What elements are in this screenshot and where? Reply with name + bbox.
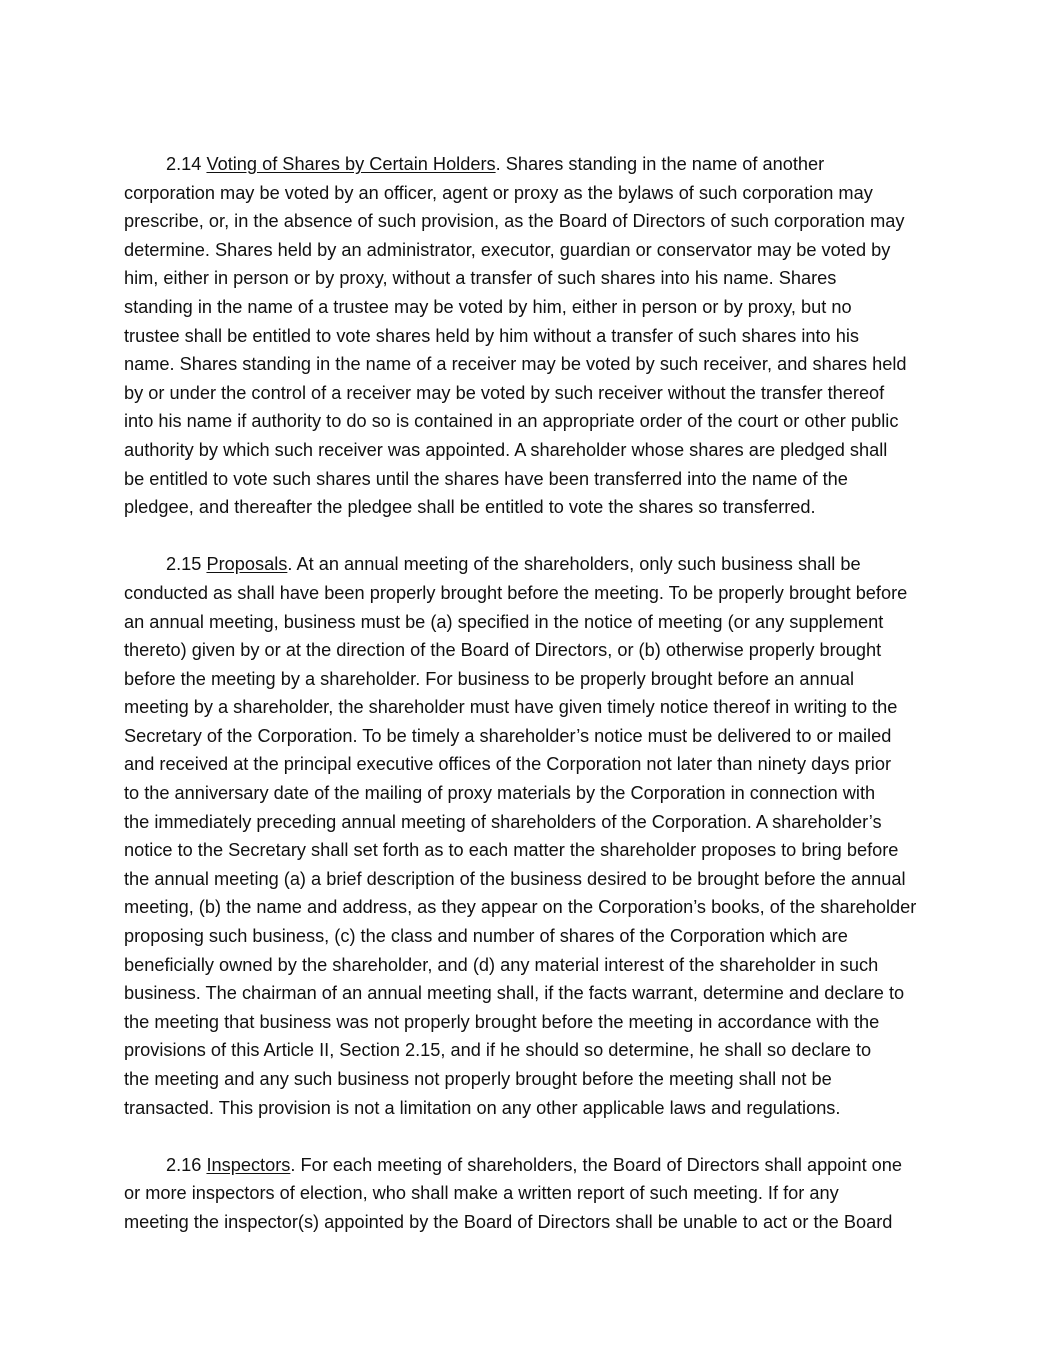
text-line: authority by which such receiver was appointed. A shareholder whose shares are pledged shall: [124, 439, 888, 460]
text-line: meeting the inspector(s) appointed by the Board of Directors shall be unable to act or the Board: [124, 1211, 893, 1232]
section-heading: Proposals: [206, 554, 288, 575]
section-first-line: [124, 550, 934, 579]
text-line: notice to the Secretary shall set forth as to each matter the shareholder proposes to bring before: [124, 840, 899, 861]
section-2-16: [124, 1151, 934, 1237]
text-line: . At an annual meeting of the shareholders, only such business shall be: [287, 554, 861, 575]
text-line: name. Shares standing in the name of a receiver may be voted by such receiver, and shares held: [124, 354, 907, 375]
section-heading: Voting of Shares by Certain Holders: [206, 154, 496, 174]
text-line: before the meeting by a shareholder. For business to be properly brought before an annual: [124, 668, 854, 689]
section-first-line: [124, 1151, 934, 1180]
document-body: [124, 150, 934, 1265]
text-line: beneficially owned by the shareholder, and (d) any material interest of the shareholder in such: [124, 954, 879, 975]
text-line: proposing such business, (c) the class and number of shares of the Corporation which are: [124, 926, 848, 947]
text-line: . For each meeting of shareholders, the Board of Directors shall appoint one: [290, 1154, 903, 1175]
text-line: meeting, (b) the name and address, as they appear on the Corporation’s books, of the shareholder: [124, 897, 917, 918]
text-line: standing in the name of a trustee may be voted by him, either in person or by proxy, but no: [124, 296, 852, 317]
text-line: to the anniversary date of the mailing of proxy materials by the Corporation in connection with: [124, 783, 876, 804]
section-2-15: [124, 550, 934, 1122]
text-line: by or under the control of a receiver may be voted by such receiver without the transfer thereof: [124, 382, 885, 403]
text-line: conducted as shall have been properly brought before the meeting. To be properly brought before: [124, 582, 908, 603]
text-line: pledgee, and thereafter the pledgee shall be entitled to vote the shares so transferred.: [124, 497, 816, 518]
section-number: 2.16: [166, 1154, 202, 1175]
text-line: corporation may be voted by an officer, agent or proxy as the bylaws of such corporation may: [124, 182, 873, 203]
text-line: provisions of this Article II, Section 2.15, and if he should so determine, he shall so declare to: [124, 1040, 872, 1061]
section-2-14: [124, 150, 934, 522]
text-line: Secretary of the Corporation. To be timely a shareholder’s notice must be delivered to or mailed: [124, 725, 892, 746]
section-number: 2.15: [166, 554, 202, 575]
text-line: an annual meeting, business must be (a) specified in the notice of meeting (or any supplement: [124, 611, 884, 632]
text-line: thereto) given by or at the direction of the Board of Directors, or (b) otherwise properly brought: [124, 640, 882, 661]
text-line: the annual meeting (a) a brief description of the business desired to be brought before the annual: [124, 868, 906, 889]
text-line: him, either in person or by proxy, without a transfer of such shares into his name. Shares: [124, 268, 837, 289]
section-first-line: [124, 150, 934, 179]
text-line: the immediately preceding annual meeting of shareholders of the Corporation. A shareholder’s: [124, 811, 882, 832]
text-line: meeting by a shareholder, the shareholder must have given timely notice thereof in writing to the: [124, 697, 898, 718]
text-line: transacted. This provision is not a limitation on any other applicable laws and regulations.: [124, 1097, 841, 1118]
text-line: business. The chairman of an annual meeting shall, if the facts warrant, determine and declare to: [124, 983, 905, 1004]
text-line: prescribe, or, in the absence of such provision, as the Board of Directors of such corporation may: [124, 211, 905, 232]
text-line: . Shares standing in the name of another: [495, 154, 825, 174]
text-line: the meeting and any such business not properly brought before the meeting shall not be: [124, 1069, 832, 1089]
text-line: or more inspectors of election, who shall make a written report of such meeting. If for any: [124, 1183, 839, 1204]
text-line: be entitled to vote such shares until the shares have been transferred into the name of the: [124, 468, 848, 489]
text-line: into his name if authority to do so is contained in an appropriate order of the court or other public: [124, 411, 899, 432]
text-line: and received at the principal executive offices of the Corporation not later than ninety days prior: [124, 754, 892, 775]
section-number: 2.14: [166, 154, 202, 174]
section-heading: Inspectors: [206, 1154, 291, 1175]
text-line: trustee shall be entitled to vote shares held by him without a transfer of such shares into his: [124, 325, 859, 346]
text-line: the meeting that business was not properly brought before the meeting in accordance with the: [124, 1011, 880, 1032]
text-line: determine. Shares held by an administrator, executor, guardian or conservator may be voted by: [124, 239, 891, 260]
